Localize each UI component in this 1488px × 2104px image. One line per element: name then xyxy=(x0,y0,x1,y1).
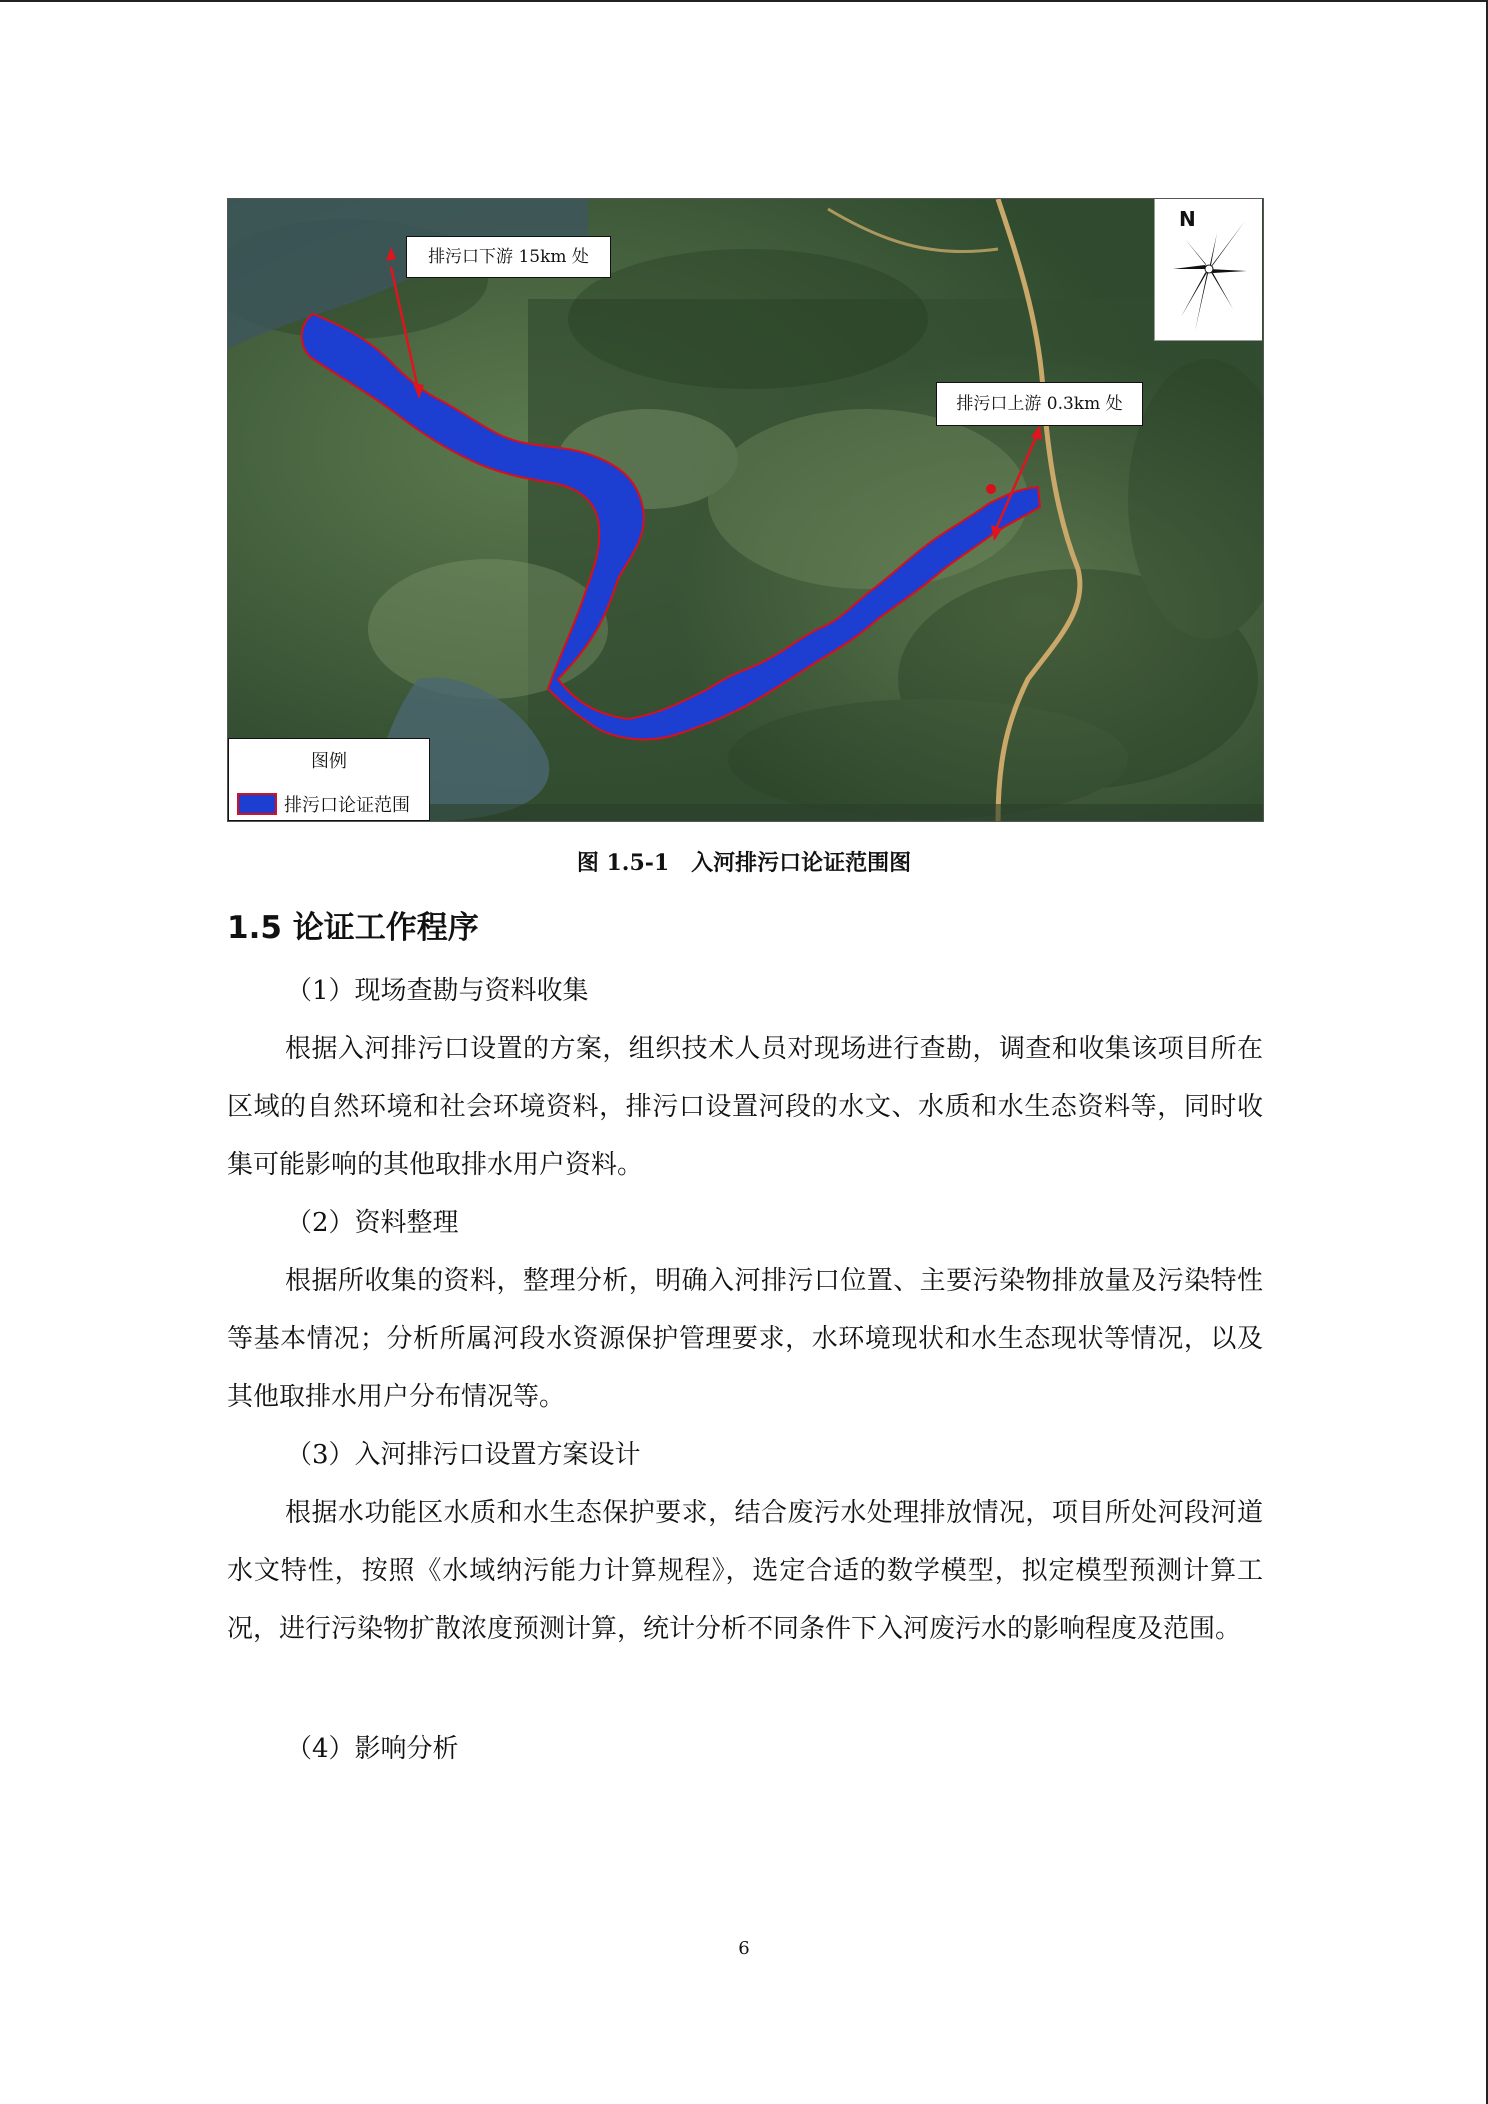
subsection-1-title: （1）现场查勘与资料收集 xyxy=(286,976,589,1006)
callout-downstream: 排污口下游 15km 处 xyxy=(406,236,611,278)
subsection-1-text: 根据入河排污口设置的方案，组织技术人员对现场进行查勘，调查和收集该项目所在区域的自然环境和社会环境资料，排污口设置河段的水文、水质和水生态资料等，同时收集可能影响的其他取排水用户资料。 xyxy=(227,1034,1263,1180)
legend-label: 排污口论证范围 xyxy=(284,795,410,816)
page-number: 6 xyxy=(738,1938,750,1959)
subsection-3-text: 根据水功能区水质和水生态保护要求，结合废污水处理排放情况，项目所处河段河道水文特性，按照《水域纳污能力计算规程》，选定合适的数学模型，拟定模型预测计算工况，进行污染物扩散浓度预测计算，统计分析不同条件下入河废污水的影响程度及范围。 xyxy=(227,1498,1263,1644)
outlet-marker xyxy=(986,484,996,494)
figure-caption xyxy=(0,846,1488,877)
satellite-map-figure xyxy=(227,198,1264,822)
map-legend xyxy=(228,738,430,821)
north-label: N xyxy=(1179,207,1196,231)
north-arrow-box xyxy=(1154,199,1262,341)
map-graphic xyxy=(228,199,1263,821)
legend-title: 图例 xyxy=(311,751,347,772)
subsection-2-text: 根据所收集的资料，整理分析，明确入河排污口位置、主要污染物排放量及污染特性等基本情况；分析所属河段水资源保护管理要求，水环境现状和水生态现状等情况，以及其他取排水用户分布情况等。 xyxy=(227,1266,1263,1412)
callout-upstream: 排污口上游 0.3km 处 xyxy=(936,382,1143,426)
subsection-2-title: （2）资料整理 xyxy=(286,1208,459,1238)
figure-caption-text: 图 1.5-1 入河排污口论证范围图 xyxy=(576,850,912,876)
page-border-top xyxy=(0,0,1488,2)
subsection-3-title: （3）入河排污口设置方案设计 xyxy=(286,1440,641,1470)
map-footer-strip xyxy=(428,804,1263,821)
compass-rose-icon xyxy=(1155,199,1262,340)
legend-swatch xyxy=(237,793,277,815)
section-heading: 1.5 论证工作程序 xyxy=(227,910,479,946)
subsection-4-title: （4）影响分析 xyxy=(286,1734,459,1764)
